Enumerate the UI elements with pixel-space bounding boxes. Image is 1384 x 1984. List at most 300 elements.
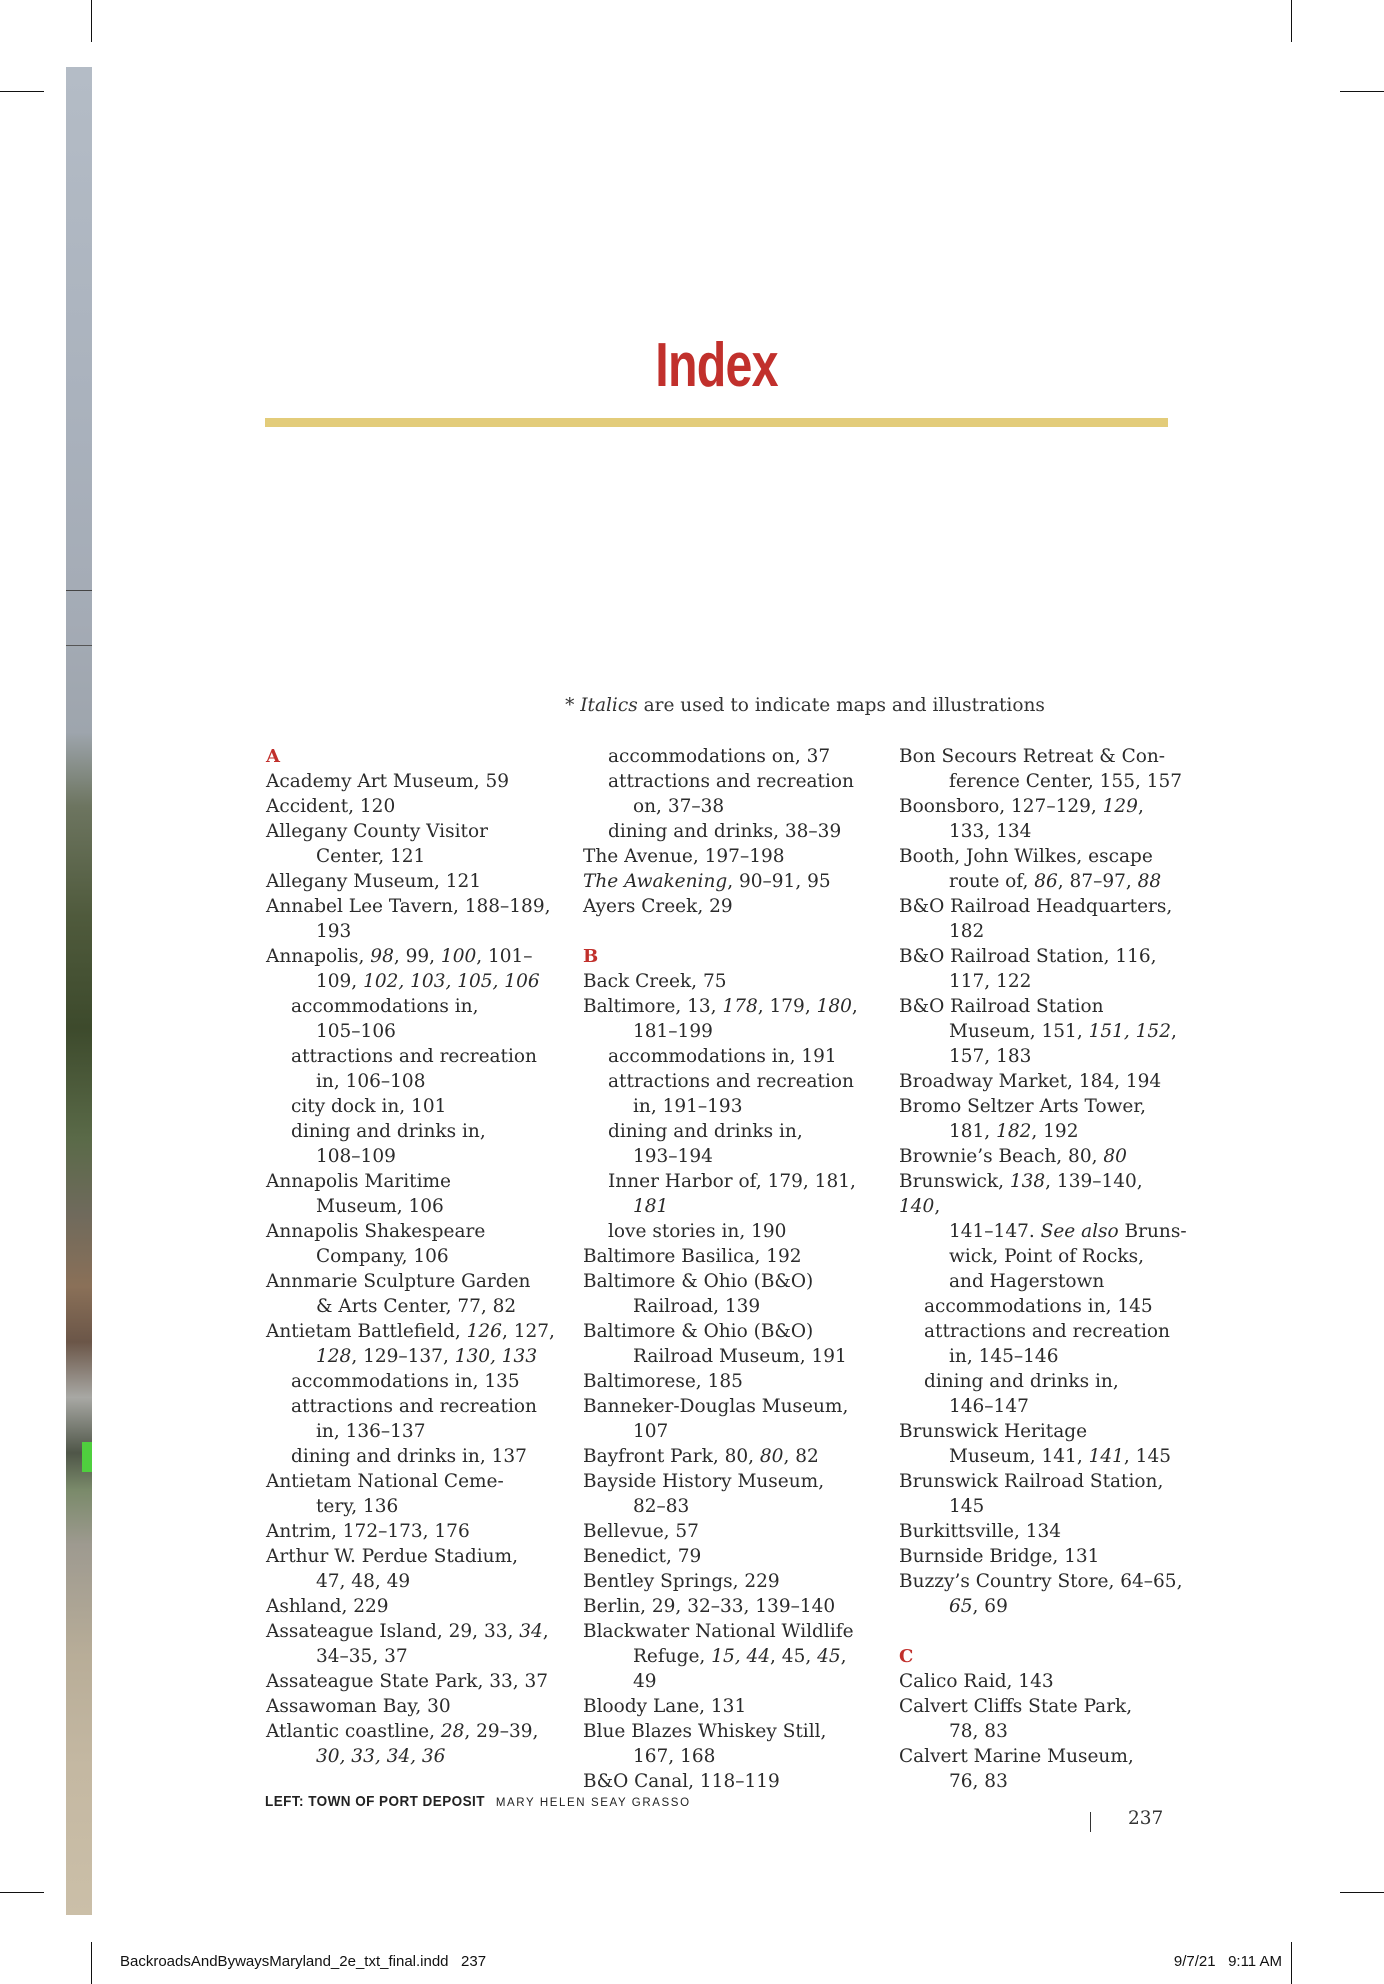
entry-text: , <box>851 996 858 1017</box>
italic-page-ref: 98 <box>370 946 394 967</box>
entry-text: attractions and recreation <box>291 1396 537 1417</box>
index-entry <box>899 1244 1189 1269</box>
note-italic: Italics <box>580 695 638 716</box>
entry-text: attractions and recreation <box>608 771 854 792</box>
italic-page-ref: 34 <box>519 1621 543 1642</box>
index-subentry <box>583 1169 873 1194</box>
entry-text: 34–35, 37 <box>316 1646 408 1667</box>
italic-page-ref: 128 <box>316 1346 352 1367</box>
index-entry <box>899 919 1189 944</box>
italic-page-ref: 180 <box>816 996 852 1017</box>
entry-text: Baltimorese, 185 <box>583 1371 743 1392</box>
italic-page-ref: 151, 152 <box>1088 1021 1171 1042</box>
index-subentry <box>583 1044 873 1069</box>
entry-text: Brunswick Heritage <box>899 1421 1088 1442</box>
photo-detail-wire <box>66 645 92 646</box>
entry-text: & Arts Center, 77, 82 <box>316 1296 517 1317</box>
note-prefix: * <box>565 695 581 716</box>
entry-text: , 90–91, 95 <box>727 871 831 892</box>
index-entry <box>899 1094 1189 1119</box>
entry-text: B&O Canal, 118–119 <box>583 1771 780 1792</box>
entry-text: in, 145–146 <box>949 1346 1059 1367</box>
entry-text: Brunswick, <box>899 1171 1010 1192</box>
entry-text: accommodations in, <box>291 996 479 1017</box>
entry-text: 193 <box>316 921 352 942</box>
index-entry <box>583 994 873 1019</box>
index-entry <box>899 1769 1189 1794</box>
slug-datetime: 9/7/21 9:11 AM <box>1173 1953 1282 1970</box>
index-entry <box>266 819 556 844</box>
entry-text: Bruns- <box>1118 1221 1187 1242</box>
crop-mark-top-left-v <box>91 0 92 42</box>
entry-text: , 45, <box>770 1646 818 1667</box>
entry-text: 109, <box>316 971 364 992</box>
index-entry <box>266 794 556 819</box>
index-entry <box>266 1519 556 1544</box>
index-entry <box>899 1669 1189 1694</box>
index-entry <box>266 769 556 794</box>
index-subentry <box>583 1219 873 1244</box>
index-entry <box>583 969 873 994</box>
index-entry <box>899 1444 1189 1469</box>
entry-text: love stories in, 190 <box>608 1221 787 1242</box>
index-entry <box>583 1469 873 1494</box>
entry-text: Baltimore & Ohio (B&O) <box>583 1271 814 1292</box>
entry-text: , <box>1137 796 1144 817</box>
entry-text: , 49 <box>633 1646 847 1692</box>
entry-text: in, 191–193 <box>633 1096 743 1117</box>
page-title: Index <box>655 331 778 400</box>
index-entry <box>583 1519 873 1544</box>
entry-text: Inner Harbor of, 179, 181, <box>608 1171 856 1192</box>
crop-mark-top-right-h <box>1340 91 1384 92</box>
entry-text: accommodations in, 191 <box>608 1046 837 1067</box>
italic-page-ref: 80 <box>1103 1146 1127 1167</box>
section-gap <box>583 919 873 944</box>
index-entry <box>583 1594 873 1619</box>
entry-text: Banneker-Douglas Museum, <box>583 1396 849 1417</box>
entry-text: Back Creek, 75 <box>583 971 727 992</box>
entry-text: Ashland, 229 <box>266 1596 389 1617</box>
entry-text: B&O Railroad Station, 116, <box>899 946 1157 967</box>
index-entry <box>583 1094 873 1119</box>
index-entry <box>899 1219 1189 1244</box>
italic-page-ref: 102, 103, 105, 106 <box>363 971 540 992</box>
index-entry <box>266 1594 556 1619</box>
index-entry <box>899 1019 1189 1044</box>
entry-text: Bellevue, 57 <box>583 1521 699 1542</box>
index-subentry <box>266 1119 556 1144</box>
italic-page-ref: The Awakening <box>583 871 728 892</box>
entry-text: 105–106 <box>316 1021 396 1042</box>
entry-text: Annapolis, <box>266 946 371 967</box>
index-entry <box>899 744 1189 769</box>
index-entry <box>583 1244 873 1269</box>
index-entry <box>266 1544 556 1569</box>
index-entry <box>583 1394 873 1419</box>
entry-text: accommodations in, 145 <box>924 1296 1153 1317</box>
index-entry <box>899 1519 1189 1544</box>
crop-mark-bottom-right-v <box>1291 1942 1292 1984</box>
entry-text: , <box>934 1196 941 1217</box>
entry-text: ference Center, 155, 157 <box>949 771 1183 792</box>
entry-text: The Avenue, 197–198 <box>583 846 785 867</box>
index-subentry <box>899 1369 1189 1394</box>
italic-page-ref: 126 <box>466 1321 502 1342</box>
index-entry <box>266 944 556 969</box>
crop-mark-bottom-left-v <box>91 1942 92 1984</box>
italic-page-ref: 178 <box>722 996 758 1017</box>
index-entry <box>266 1194 556 1219</box>
index-column-2 <box>583 744 873 1794</box>
index-subentry <box>899 1294 1189 1319</box>
index-entry <box>266 1319 556 1344</box>
index-entry <box>899 844 1189 869</box>
index-entry <box>899 1694 1189 1719</box>
entry-text: 157, 183 <box>949 1046 1032 1067</box>
note-rest: are used to indicate maps and illustrations <box>637 695 1045 716</box>
index-entry <box>583 1769 873 1794</box>
entry-text: Burnside Bridge, 131 <box>899 1546 1100 1567</box>
index-subentry <box>583 769 873 794</box>
index-entry <box>899 1469 1189 1494</box>
entry-text: Assateague Island, 29, 33, <box>266 1621 520 1642</box>
photo-detail-wire <box>66 590 92 591</box>
index-entry <box>266 1669 556 1694</box>
entry-text: Bayside History Museum, <box>583 1471 825 1492</box>
index-entry <box>899 769 1189 794</box>
index-subentry <box>583 1119 873 1144</box>
italic-page-ref: 182 <box>996 1121 1032 1142</box>
entry-text: , 139–140, <box>1045 1171 1143 1192</box>
index-entry <box>583 1544 873 1569</box>
entry-text: , 127, <box>501 1321 555 1342</box>
index-entry <box>899 969 1189 994</box>
index-entry <box>583 1494 873 1519</box>
index-entry <box>266 1494 556 1519</box>
index-entry <box>899 1494 1189 1519</box>
index-entry <box>266 1344 556 1369</box>
entry-text: Bon Secours Retreat & Con- <box>899 746 1166 767</box>
index-entry <box>266 1469 556 1494</box>
index-subentry <box>266 1094 556 1119</box>
entry-text: Calvert Marine Museum, <box>899 1746 1134 1767</box>
entry-text: Calico Raid, 143 <box>899 1671 1054 1692</box>
entry-text: 182 <box>949 921 985 942</box>
entry-text: Refuge, <box>633 1646 712 1667</box>
entry-text: Museum, 151, <box>949 1021 1089 1042</box>
entry-text: Broadway Market, 184, 194 <box>899 1071 1162 1092</box>
entry-text: dining and drinks in, <box>924 1371 1119 1392</box>
index-entry <box>583 1019 873 1044</box>
index-entry <box>899 1119 1189 1144</box>
index-entry <box>899 894 1189 919</box>
index-entry <box>583 794 873 819</box>
entry-text: attractions and recreation <box>291 1046 537 1067</box>
italics-note <box>265 695 1345 716</box>
italic-page-ref: 181 <box>633 1196 669 1217</box>
index-entry <box>583 1719 873 1744</box>
index-entry <box>266 1269 556 1294</box>
index-entry <box>583 1294 873 1319</box>
entry-text: dining and drinks in, <box>608 1121 803 1142</box>
entry-text: , 145 <box>1123 1446 1171 1467</box>
italic-page-ref: 28 <box>440 1721 465 1742</box>
entry-text: Assateague State Park, 33, 37 <box>266 1671 549 1692</box>
index-entry <box>899 1069 1189 1094</box>
index-entry <box>583 1419 873 1444</box>
entry-text: 181–199 <box>633 1021 713 1042</box>
italic-page-ref: 30, 33, 34, 36 <box>316 1746 446 1767</box>
entry-text: accommodations in, 135 <box>291 1371 520 1392</box>
index-entry <box>583 1744 873 1769</box>
entry-text: Bentley Springs, 229 <box>583 1571 780 1592</box>
entry-text: Brownie’s Beach, 80, <box>899 1146 1104 1167</box>
entry-text: , 99, <box>393 946 441 967</box>
entry-text: wick, Point of Rocks, <box>949 1246 1144 1267</box>
entry-text: Berlin, 29, 32–33, 139–140 <box>583 1596 836 1617</box>
entry-text: , <box>542 1621 549 1642</box>
index-entry <box>899 1419 1189 1444</box>
entry-text: accommodations on, 37 <box>608 746 831 767</box>
index-column-3 <box>899 744 1189 1794</box>
index-entry <box>583 1144 873 1169</box>
index-entry <box>583 1369 873 1394</box>
entry-text: dining and drinks, 38–39 <box>608 821 842 842</box>
index-entry <box>583 869 873 894</box>
index-entry <box>583 1194 873 1219</box>
entry-text: 108–109 <box>316 1146 396 1167</box>
entry-text: Antrim, 172–173, 176 <box>266 1521 470 1542</box>
index-entry <box>583 1319 873 1344</box>
index-entry <box>266 1744 556 1769</box>
entry-text: 117, 122 <box>949 971 1032 992</box>
index-entry <box>583 1569 873 1594</box>
entry-text: Assawoman Bay, 30 <box>266 1696 451 1717</box>
italic-page-ref: 45 <box>817 1646 841 1667</box>
entry-text: Railroad, 139 <box>633 1296 761 1317</box>
title-rule <box>265 418 1168 427</box>
entry-text: Accident, 120 <box>266 796 396 817</box>
entry-text: Baltimore, 13, <box>583 996 723 1017</box>
index-entry <box>266 1069 556 1094</box>
index-column-1 <box>266 744 556 1769</box>
slug-filename: BackroadsAndBywaysMaryland_2e_txt_final.indd 237 <box>120 1953 487 1970</box>
section-gap <box>899 1619 1189 1644</box>
entry-text: Bloody Lane, 131 <box>583 1696 747 1717</box>
entry-text: B&O Railroad Station <box>899 996 1104 1017</box>
index-entry <box>899 869 1189 894</box>
index-entry <box>583 1619 873 1644</box>
entry-text: Company, 106 <box>316 1246 449 1267</box>
crop-mark-bottom-right-h <box>1340 1892 1384 1893</box>
entry-text: 133, 134 <box>949 821 1032 842</box>
entry-text: in, 136–137 <box>316 1421 426 1442</box>
entry-text: 167, 168 <box>633 1746 716 1767</box>
photo-detail-bin <box>82 1442 92 1472</box>
entry-text: dining and drinks in, <box>291 1121 486 1142</box>
index-entry <box>266 1244 556 1269</box>
index-entry <box>899 1569 1189 1594</box>
index-entry <box>266 1569 556 1594</box>
index-subentry <box>583 819 873 844</box>
entry-text: 193–194 <box>633 1146 713 1167</box>
crop-mark-bottom-left-h <box>0 1892 44 1893</box>
entry-text: route of, <box>949 871 1035 892</box>
index-entry <box>583 844 873 869</box>
entry-text: Calvert Cliffs State Park, <box>899 1696 1133 1717</box>
entry-text: 47, 48, 49 <box>316 1571 411 1592</box>
entry-text: 78, 83 <box>949 1721 1008 1742</box>
italic-page-ref: 129 <box>1102 796 1138 817</box>
entry-text: , 69 <box>972 1596 1008 1617</box>
italic-page-ref: 140 <box>899 1196 935 1217</box>
entry-text: Antietam Battlefield, <box>266 1321 467 1342</box>
entry-text: Annmarie Sculpture Garden <box>266 1271 531 1292</box>
index-subentry <box>266 1444 556 1469</box>
entry-text: , 101– <box>476 946 533 967</box>
index-entry <box>899 1044 1189 1069</box>
entry-text: in, 106–108 <box>316 1071 426 1092</box>
entry-text: dining and drinks in, 137 <box>291 1446 527 1467</box>
entry-text: Booth, John Wilkes, escape <box>899 846 1153 867</box>
page-number: 237 <box>1128 1808 1164 1829</box>
index-entry <box>266 844 556 869</box>
entry-text: Annapolis Maritime <box>266 1171 451 1192</box>
section-letter: B <box>583 946 599 967</box>
index-entry <box>899 944 1189 969</box>
entry-text: 145 <box>949 1496 985 1517</box>
index-entry <box>266 969 556 994</box>
crop-mark-top-left-h <box>0 91 44 92</box>
section-letter: A <box>266 746 280 767</box>
entry-text: Annapolis Shakespeare <box>266 1221 486 1242</box>
entry-text: Museum, 106 <box>316 1196 444 1217</box>
entry-text: , 87–97, <box>1057 871 1138 892</box>
entry-text: Burkittsville, 134 <box>899 1521 1062 1542</box>
entry-text: , 192 <box>1031 1121 1079 1142</box>
caption-credit: MARY HELEN SEAY GRASSO <box>495 1797 691 1809</box>
index-entry <box>899 1144 1189 1169</box>
bleed-photo-strip <box>66 67 92 1915</box>
index-entry <box>266 1169 556 1194</box>
entry-text: Brunswick Railroad Station, <box>899 1471 1164 1492</box>
index-entry <box>583 894 873 919</box>
index-subentry <box>266 1044 556 1069</box>
index-entry <box>266 1694 556 1719</box>
index-entry <box>899 1744 1189 1769</box>
index-subentry <box>266 994 556 1019</box>
entry-text: Buzzy’s Country Store, 64–65, <box>899 1571 1183 1592</box>
index-subentry <box>899 1319 1189 1344</box>
entry-text: , <box>1170 1021 1177 1042</box>
italic-page-ref: 15, 44 <box>711 1646 771 1667</box>
index-entry <box>266 1294 556 1319</box>
entry-text: 141–147. <box>949 1221 1041 1242</box>
folio-divider <box>1090 1812 1091 1832</box>
entry-text: , 179, <box>757 996 817 1017</box>
entry-text: Baltimore & Ohio (B&O) <box>583 1321 814 1342</box>
italic-page-ref: 141 <box>1088 1446 1124 1467</box>
italic-page-ref: 88 <box>1137 871 1162 892</box>
index-entry <box>266 1619 556 1644</box>
section-letter: C <box>899 1646 914 1667</box>
entry-text: B&O Railroad Headquarters, <box>899 896 1173 917</box>
entry-text: Antietam National Ceme- <box>266 1471 504 1492</box>
entry-text: Railroad Museum, 191 <box>633 1346 847 1367</box>
entry-text: Museum, 141, <box>949 1446 1089 1467</box>
entry-text: 76, 83 <box>949 1771 1008 1792</box>
entry-text: 181, <box>949 1121 997 1142</box>
crop-mark-top-right-v <box>1291 0 1292 42</box>
entry-text: Allegany Museum, 121 <box>266 871 482 892</box>
entry-text: Benedict, 79 <box>583 1546 702 1567</box>
index-subentry <box>583 1069 873 1094</box>
entry-text: Academy Art Museum, 59 <box>266 771 509 792</box>
index-entry <box>266 869 556 894</box>
index-entry <box>266 1719 556 1744</box>
entry-text: attractions and recreation <box>608 1071 854 1092</box>
entry-text: , 129–137, <box>351 1346 455 1367</box>
index-entry <box>583 1269 873 1294</box>
index-subentry <box>266 1369 556 1394</box>
index-subentry <box>583 744 873 769</box>
entry-text: city dock in, 101 <box>291 1096 447 1117</box>
index-entry <box>899 1169 1189 1219</box>
entry-text: Baltimore Basilica, 192 <box>583 1246 802 1267</box>
entry-text: Annabel Lee Tavern, 188–189, <box>266 896 551 917</box>
entry-text: Bayfront Park, 80, <box>583 1446 760 1467</box>
italic-page-ref: 65 <box>949 1596 973 1617</box>
index-entry <box>266 894 556 919</box>
index-entry <box>583 1344 873 1369</box>
index-entry <box>266 1019 556 1044</box>
photo-caption <box>265 1793 691 1811</box>
entry-text: 82–83 <box>633 1496 690 1517</box>
entry-text: Blackwater National Wildlife <box>583 1621 854 1642</box>
index-entry <box>899 819 1189 844</box>
entry-text: , 82 <box>783 1446 819 1467</box>
caption-title: LEFT: TOWN OF PORT DEPOSIT <box>265 1793 485 1810</box>
index-entry <box>583 1694 873 1719</box>
index-entry <box>583 1444 873 1469</box>
entry-text: Bromo Seltzer Arts Tower, <box>899 1096 1147 1117</box>
entry-text: , 29–39, <box>464 1721 539 1742</box>
entry-text: Arthur W. Perdue Stadium, <box>266 1546 518 1567</box>
index-entry <box>899 794 1189 819</box>
index-entry <box>266 1644 556 1669</box>
italic-page-ref: 130, 133 <box>454 1346 538 1367</box>
index-entry <box>266 1144 556 1169</box>
index-entry <box>583 1644 873 1694</box>
index-entry <box>899 1344 1189 1369</box>
italic-page-ref: 80 <box>759 1446 784 1467</box>
entry-text: Center, 121 <box>316 846 426 867</box>
index-entry <box>899 1544 1189 1569</box>
entry-text: and Hagerstown <box>949 1271 1105 1292</box>
italic-page-ref: 138 <box>1009 1171 1046 1192</box>
index-entry <box>266 919 556 944</box>
entry-text: Blue Blazes Whiskey Still, <box>583 1721 827 1742</box>
italic-page-ref: 86 <box>1034 871 1058 892</box>
index-entry <box>899 1394 1189 1419</box>
entry-text: on, 37–38 <box>633 796 725 817</box>
entry-text: Atlantic coastline, <box>266 1721 441 1742</box>
index-entry <box>266 1219 556 1244</box>
italic-page-ref: See also <box>1040 1221 1119 1242</box>
index-entry <box>899 1269 1189 1294</box>
index-entry <box>899 1719 1189 1744</box>
